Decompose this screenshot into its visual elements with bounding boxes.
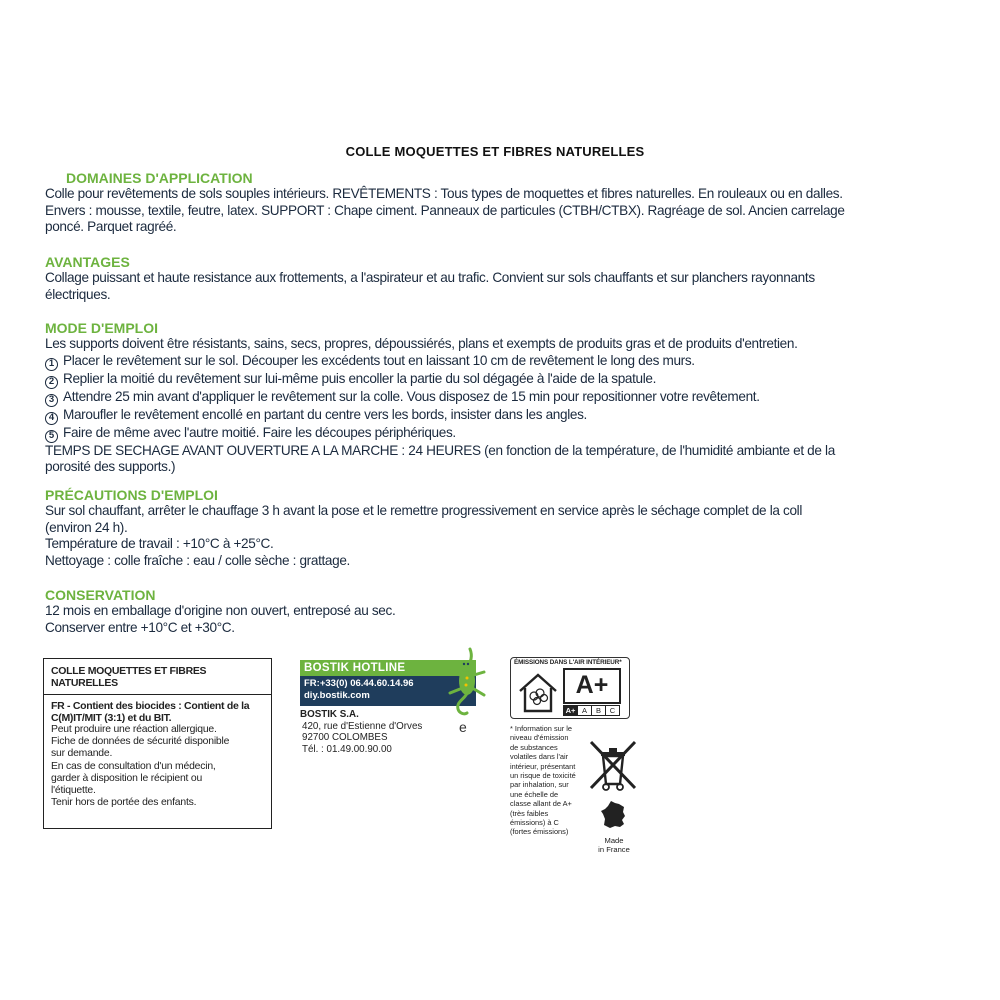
step-text: Placer le revêtement sur le sol. Découper les excédents tout en laissant 10 cm de revêtement le long des murs.: [63, 352, 695, 368]
text-line: Peut produire une réaction allergique.: [51, 724, 217, 735]
section-avantages: [45, 254, 965, 303]
scale-cell: B: [591, 705, 606, 716]
text-line: Conserver entre +10°C et +30°C.: [45, 619, 235, 635]
text-line: TEMPS DE SECHAGE AVANT OUVERTURE A LA MARCHE : 24 HEURES (en fonction de la température, de l'humidité ambiante et de la: [45, 442, 835, 458]
text-line: Fiche de données de sécurité disponible: [51, 736, 230, 748]
text-line: garder à disposition le récipient ou: [51, 772, 203, 784]
scale-cell: A: [577, 705, 592, 716]
text-line: de substances: [510, 742, 558, 752]
emission-info: [510, 724, 590, 837]
step-number-icon: 3: [45, 394, 58, 407]
step-number-icon: 1: [45, 358, 58, 371]
hazard-warning-box: [43, 658, 272, 829]
text-line: émissions) à C: [510, 818, 559, 828]
hotline-heading: BOSTIK HOTLINE: [300, 660, 476, 676]
gecko-logo: [440, 645, 492, 722]
section-body: [45, 270, 965, 303]
section-heading: DOMAINES D'APPLICATION: [66, 170, 253, 186]
warning-title: COLLE MOQUETTES ET FIBRES NATURELLES: [51, 665, 207, 689]
house-icon: [517, 671, 559, 720]
text-line: * Information sur le: [510, 724, 573, 733]
emission-grade: A+: [563, 668, 621, 704]
made-in-line: Made: [604, 836, 624, 845]
emission-scale: [563, 705, 619, 716]
step-item: [45, 425, 965, 443]
scale-cell-active: A+: [563, 705, 578, 716]
step-text: Attendre 25 min avant d'appliquer le revêtement sur la colle. Vous disposez de 15 min pour repositionner votre revêtement.: [63, 388, 760, 404]
scale-cell: C: [605, 705, 620, 716]
section-body: [45, 503, 965, 570]
step-text: Faire de même avec l'autre moitié. Faire les découpes périphériques.: [63, 424, 456, 440]
section-body: [45, 186, 965, 236]
crossed-bin-icon: [587, 738, 639, 799]
text-line: un risque de toxicité: [510, 771, 576, 781]
text-line: Nettoyage : colle fraîche : eau / colle sèche : grattage.: [45, 553, 350, 569]
step-number-icon: 4: [45, 412, 58, 425]
text-line: Envers : mousse, textile, feutre, latex. SUPPORT : Chape ciment. Panneaux de particules (CTBH/CTBX). Ragréage de sol. Ancien carrelage: [45, 202, 845, 218]
hotline-website: diy.bostik.com: [304, 690, 370, 701]
section-domaines: [45, 170, 965, 236]
text-line: (très faibles: [510, 808, 549, 818]
text-line: sur demande.: [51, 748, 113, 760]
section-heading: AVANTAGES: [45, 254, 130, 270]
text-line: par inhalation, sur: [510, 780, 569, 790]
section-heading: PRÉCAUTIONS D'EMPLOI: [45, 487, 218, 503]
divider: [44, 694, 271, 695]
text-line: l'étiquette.: [51, 785, 96, 797]
text-line: En cas de consultation d'un médecin,: [51, 760, 216, 772]
step-item: [45, 389, 965, 407]
section-precautions: [45, 487, 965, 570]
stray-letter: e: [459, 719, 467, 735]
section-body: [45, 336, 965, 476]
text-line: intérieur, présentant: [510, 761, 576, 771]
made-in-france: [594, 836, 634, 855]
step-item: [45, 371, 965, 389]
document-title: COLLE MOQUETTES ET FIBRES NATURELLES: [345, 144, 645, 159]
text-line: (environ 24 h).: [45, 519, 128, 535]
text-line: niveau d'émission: [510, 733, 569, 743]
warning-text: [51, 724, 265, 809]
text-line: Collage puissant et haute resistance aux frottements, a l'aspirateur et au trafic. Convient sur sols chauffants et sur planchers rayonnants: [45, 270, 815, 285]
text-line: Les supports doivent être résistants, sains, secs, propres, dépoussiérés, plans et exempts de produits gras et de produits d'entretien.: [45, 336, 798, 351]
company-phone: Tél. : 01.49.00.90.00: [302, 743, 392, 755]
text-line: une échelle de: [510, 789, 559, 799]
text-line: poncé. Parquet ragréé.: [45, 219, 177, 235]
step-number-icon: 2: [45, 376, 58, 389]
step-number-icon: 5: [45, 430, 58, 443]
step-text: Maroufler le revêtement encollé en partant du centre vers les bords, insister dans les angles.: [63, 406, 587, 422]
biocide-line: FR - Contient des biocides : Contient de la: [51, 700, 250, 712]
text-line: électriques.: [45, 286, 111, 302]
section-mode-emploi: [45, 320, 965, 476]
step-text: Replier la moitié du revêtement sur lui-même puis encoller la partie du sol dégagée à l'aide de la spatule.: [63, 370, 657, 386]
text-line: (fortes émissions): [510, 827, 569, 837]
address-line: 92700 COLOMBES: [302, 732, 388, 744]
biocide-line: C(M)IT/MIT (3:1) et du BIT.: [51, 712, 172, 724]
made-in-line: in France: [598, 845, 630, 855]
hotline-phone: FR:+33(0) 06.44.60.14.96: [304, 678, 414, 689]
section-conservation: [45, 587, 965, 636]
section-heading: CONSERVATION: [45, 587, 156, 603]
emission-title: ÉMISSIONS DANS L'AIR INTÉRIEUR*: [514, 659, 622, 666]
text-line: porosité des supports.): [45, 459, 176, 475]
text-line: volatiles dans l'air: [510, 752, 569, 762]
text-line: Température de travail : +10°C à +25°C.: [45, 536, 274, 552]
text-line: classe allant de A+: [510, 799, 572, 809]
step-item: [45, 353, 965, 371]
text-line: Colle pour revêtements de sols souples intérieurs. REVÊTEMENTS : Tous types de moquettes et fibres naturelles. En rouleaux ou en dalles.: [45, 186, 843, 201]
step-item: [45, 407, 965, 425]
section-body: [45, 603, 965, 636]
france-map-icon: [600, 800, 628, 835]
address-line: 420, rue d'Estienne d'Orves: [302, 720, 423, 732]
text-line: Tenir hors de portée des enfants.: [51, 797, 197, 809]
text-line: Sur sol chauffant, arrêter le chauffage 3 h avant la pose et le remettre progressivement en service après le séchage complet de la coll: [45, 503, 802, 518]
section-heading: MODE D'EMPLOI: [45, 320, 158, 336]
company-name: BOSTIK S.A.: [300, 709, 359, 720]
text-line: 12 mois en emballage d'origine non ouvert, entreposé au sec.: [45, 603, 396, 618]
